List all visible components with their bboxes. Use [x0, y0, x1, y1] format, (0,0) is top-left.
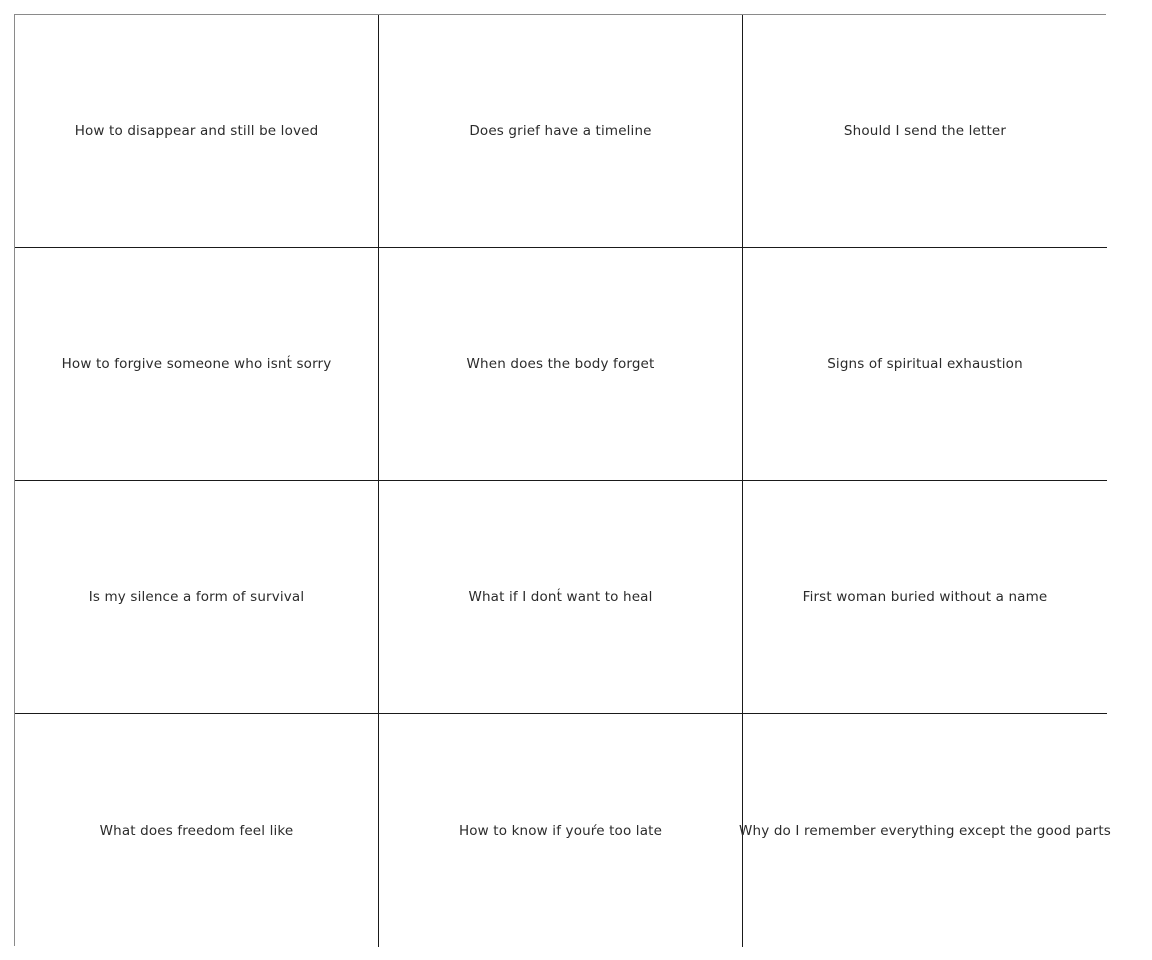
question-card[interactable] [15, 714, 379, 947]
question-text: What if I dont́ want to heal [468, 589, 653, 605]
question-card[interactable] [739, 714, 1111, 947]
question-text: How to know if youŕe too late [458, 822, 663, 839]
question-card[interactable] [379, 15, 743, 248]
question-text: First woman buried without a name [802, 589, 1048, 605]
question-card[interactable] [743, 481, 1107, 714]
question-grid [14, 14, 1111, 946]
question-text: Is my silence a form of survival [88, 589, 305, 605]
question-text: When does the body forget [466, 356, 655, 372]
question-card[interactable] [743, 248, 1107, 481]
question-text: How to forgive someone who isnt́ sorry [61, 356, 332, 372]
question-text: Does grief have a timeline [469, 123, 652, 139]
question-text: What does freedom feel like [99, 822, 294, 839]
question-text: Should I send the letter [843, 123, 1007, 139]
question-text: Why do I remember everything except the good parts [739, 822, 1111, 839]
question-card[interactable] [379, 481, 743, 714]
question-card[interactable] [15, 15, 379, 248]
question-card[interactable] [15, 481, 379, 714]
question-card[interactable] [379, 714, 743, 947]
question-card[interactable] [15, 248, 379, 481]
question-card[interactable] [743, 15, 1107, 248]
question-text: How to disappear and still be loved [74, 123, 319, 139]
question-text: Signs of spiritual exhaustion [827, 356, 1023, 372]
question-card[interactable] [379, 248, 743, 481]
